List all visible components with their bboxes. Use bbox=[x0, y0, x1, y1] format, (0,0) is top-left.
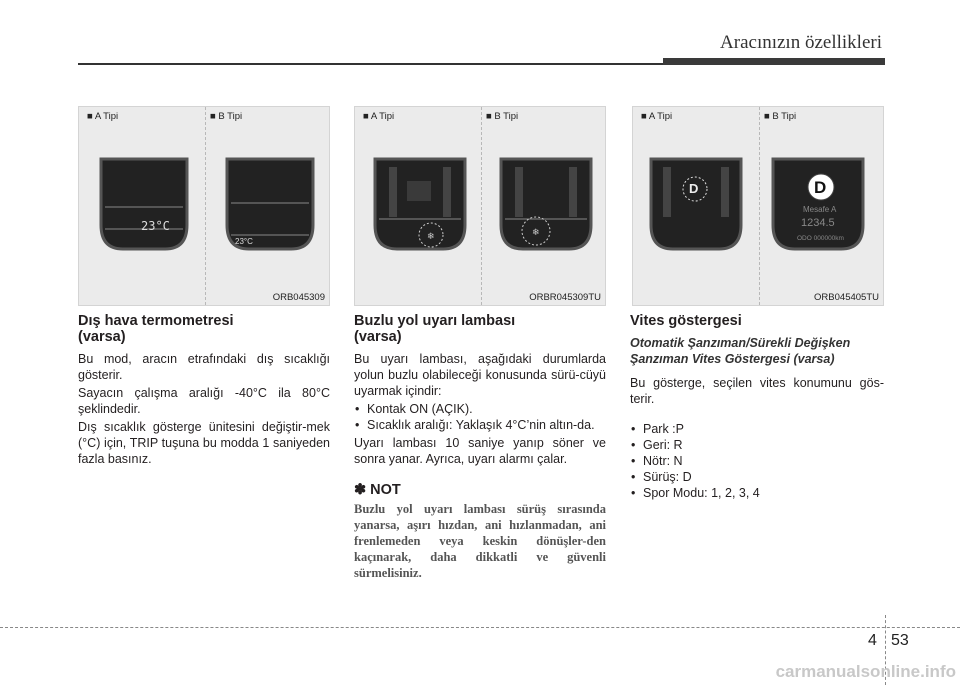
paragraph: Sayacın çalışma aralığı -40°C ila 80°C şeklindedir. bbox=[78, 386, 330, 416]
section-title bbox=[354, 313, 606, 345]
section-gear-indicator bbox=[630, 313, 884, 501]
note-title: ✽ NOT bbox=[354, 482, 401, 498]
bullet-list bbox=[354, 401, 606, 433]
type-b-label: ■ B Tipi bbox=[210, 111, 243, 122]
type-b-label: ■ B Tipi bbox=[764, 111, 797, 122]
list-item: • Kontak ON (AÇIK). bbox=[354, 401, 606, 417]
list-item: • Park :P bbox=[630, 421, 884, 437]
svg-text:❄: ❄ bbox=[427, 232, 435, 242]
figure-code: ORB045405TU bbox=[814, 292, 879, 303]
title-line: (varsa) bbox=[78, 329, 126, 345]
section-icy-road-warning bbox=[354, 313, 606, 581]
type-a-label: ■ A Tipi bbox=[641, 111, 673, 122]
panel-divider bbox=[205, 107, 206, 305]
chapter-number: 4 bbox=[868, 632, 877, 649]
section-title bbox=[78, 313, 330, 345]
temperature-readout-a: 23°C bbox=[141, 219, 170, 233]
paragraph: Bu gösterge, seçilen vites konumunu gös-terir. bbox=[630, 376, 884, 406]
paragraph: Uyarı lambası 10 saniye yanıp söner ve sonra yanar. Ayrıca, uyarı alarmı çalar. bbox=[354, 436, 606, 466]
section-subtitle bbox=[630, 335, 884, 367]
figure-code: ORB045309 bbox=[272, 292, 325, 303]
figure-icy-road bbox=[354, 106, 606, 306]
type-b-label: ■ B Tipi bbox=[486, 111, 519, 122]
odometer-readout: ODO 000000km bbox=[797, 235, 844, 242]
figure-thermometer bbox=[78, 106, 330, 306]
figure-gear-indicator bbox=[632, 106, 884, 306]
trip-value: 1234.5 bbox=[801, 217, 835, 229]
page-number: 53 bbox=[891, 632, 909, 649]
footer-rule bbox=[0, 627, 960, 628]
header-rule bbox=[78, 63, 663, 65]
list-item: • Sıcaklık aralığı: Yaklaşık 4°C’nin altın-da. bbox=[354, 417, 606, 433]
gear-letter-a: D bbox=[689, 181, 699, 196]
paragraph: Bu uyarı lambası, aşağıdaki durumlarda yolun buzlu olabileceği konusunda sürü-cüyü uyarmak içindir: bbox=[354, 352, 606, 398]
title-line: (varsa) bbox=[354, 329, 402, 345]
watermark: carmanualsonline.info bbox=[775, 662, 956, 681]
subtitle-line: Şanzıman Vites Göstergesi (varsa) bbox=[630, 352, 835, 366]
bullet-list bbox=[630, 421, 884, 501]
list-item: • Sürüş: D bbox=[630, 469, 884, 485]
trip-mode-label: Mesafe A bbox=[803, 205, 837, 214]
title-line: Dış hava termometresi bbox=[78, 313, 234, 329]
header-rule-accent bbox=[663, 58, 885, 65]
subtitle-line: Otomatik Şanzıman/Sürekli Değişken bbox=[630, 336, 851, 350]
svg-text:❄: ❄ bbox=[532, 228, 540, 238]
panel-divider bbox=[481, 107, 482, 305]
list-item: • Spor Modu: 1, 2, 3, 4 bbox=[630, 485, 884, 501]
temperature-readout-b: 23°C bbox=[235, 237, 253, 246]
list-item: • Nötr: N bbox=[630, 453, 884, 469]
figure-code: ORBR045309TU bbox=[529, 292, 601, 303]
panel-divider bbox=[759, 107, 760, 305]
title-line: Buzlu yol uyarı lambası bbox=[354, 313, 516, 329]
header-title: Aracınızın özellikleri bbox=[720, 32, 882, 53]
note-body: Buzlu yol uyarı lambası sürüş sırasında yanarsa, aşırı hızdan, ani hızlanmadan, ani frenlemeden veya keskin dönüşler-den kaçınarak, daha dikkatli ve güvenli sürmelisiniz. bbox=[354, 502, 606, 580]
type-a-label: ■ A Tipi bbox=[87, 111, 119, 122]
section-title: Vites göstergesi bbox=[630, 313, 742, 329]
section-outside-thermometer bbox=[78, 313, 330, 467]
type-a-label: ■ A Tipi bbox=[363, 111, 395, 122]
list-item: • Geri: R bbox=[630, 437, 884, 453]
gear-letter-b: D bbox=[814, 178, 827, 197]
paragraph: Bu mod, aracın etrafındaki dış sıcaklığı gösterir. bbox=[78, 352, 330, 382]
paragraph: Dış sıcaklık gösterge ünitesini değiştir-mek (°C) için, TRIP tuşuna bu modda 1 saniyeden fazla basınız. bbox=[78, 420, 330, 466]
